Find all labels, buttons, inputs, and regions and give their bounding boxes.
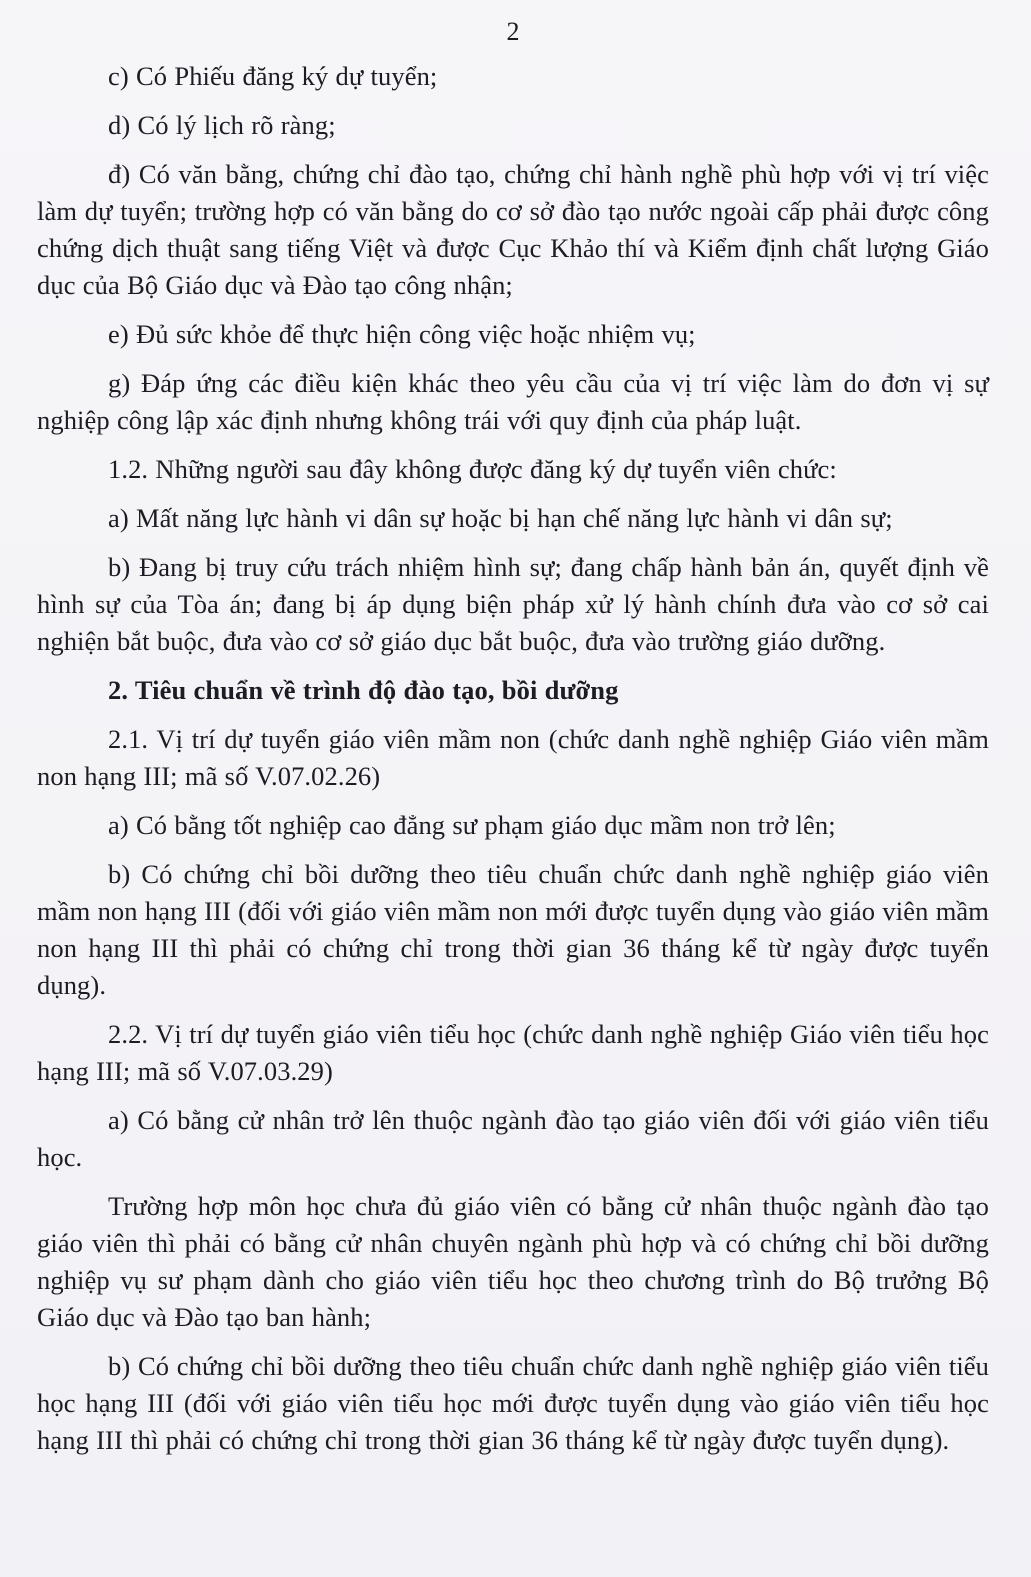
paragraph-item-dd: đ) Có văn bằng, chứng chỉ đào tạo, chứng chỉ hành nghề phù hợp với vị trí việc làm dự tuyển; trường hợp có văn bằng do cơ sở đào tạo nước ngoài cấp phải được công chứng dịch thuật sang tiếng Việt và được Cục Khảo thí và Kiểm định chất lượng Giáo dục của Bộ Giáo dục và Đào tạo công nhận; (37, 159, 989, 300)
paragraph-section-2-2: 2.2. Vị trí dự tuyển giáo viên tiểu học (chức danh nghề nghiệp Giáo viên tiểu học hạng III; mã số V.07.03.29) (37, 1019, 989, 1086)
section-heading-2: 2. Tiêu chuẩn về trình độ đào tạo, bồi dưỡng (108, 675, 619, 705)
paragraph-section-1-2: 1.2. Những người sau đây không được đăng ký dự tuyển viên chức: (108, 454, 837, 484)
paragraph-item-b-1-2: b) Đang bị truy cứu trách nhiệm hình sự; đang chấp hành bản án, quyết định về hình sự của Tòa án; đang bị áp dụng biện pháp xử lý hành chính đưa vào cơ sở cai nghiện bắt buộc, đưa vào cơ sở giáo dục bắt buộc, đưa vào trường giáo dưỡng. (37, 552, 989, 656)
paragraph-item-a-2-1: a) Có bằng tốt nghiệp cao đẳng sư phạm giáo dục mầm non trở lên; (108, 810, 836, 840)
paragraph-item-a-2-2: a) Có bằng cử nhân trở lên thuộc ngành đào tạo giáo viên đối với giáo viên tiểu học. (37, 1105, 989, 1172)
paragraph-item-c: c) Có Phiếu đăng ký dự tuyển; (108, 61, 438, 91)
paragraph-item-a-1-2: a) Mất năng lực hành vi dân sự hoặc bị hạn chế năng lực hành vi dân sự; (108, 503, 893, 533)
paragraph-section-2-1: 2.1. Vị trí dự tuyển giáo viên mầm non (chức danh nghề nghiệp Giáo viên mầm non hạng III; mã số V.07.02.26) (37, 724, 989, 791)
paragraph-item-b-2-1: b) Có chứng chỉ bồi dưỡng theo tiêu chuẩn chức danh nghề nghiệp giáo viên mầm non hạng III (đối với giáo viên mầm non mới được tuyển dụng vào giáo viên mầm non hạng III thì phải có chứng chỉ trong thời gian 36 tháng kể từ ngày được tuyển dụng). (37, 859, 989, 1000)
paragraph-item-d: d) Có lý lịch rõ ràng; (108, 110, 336, 140)
paragraph-item-e: e) Đủ sức khỏe để thực hiện công việc hoặc nhiệm vụ; (108, 319, 696, 349)
paragraph-exception-2-2: Trường hợp môn học chưa đủ giáo viên có bằng cử nhân thuộc ngành đào tạo giáo viên thì phải có bằng cử nhân chuyên ngành phù hợp và có chứng chỉ bồi dưỡng nghiệp vụ sư phạm dành cho giáo viên tiểu học theo chương trình do Bộ trưởng Bộ Giáo dục và Đào tạo ban hành; (37, 1191, 989, 1332)
paragraph-item-g: g) Đáp ứng các điều kiện khác theo yêu cầu của vị trí việc làm do đơn vị sự nghiệp công lập xác định nhưng không trái với quy định của pháp luật. (37, 368, 989, 435)
page-number: 2 (506, 17, 520, 46)
paragraph-item-b-2-2: b) Có chứng chỉ bồi dưỡng theo tiêu chuẩn chức danh nghề nghiệp giáo viên tiểu học hạng III (đối với giáo viên tiểu học mới được tuyển dụng vào giáo viên tiểu học hạng III thì phải có chứng chỉ trong thời gian 36 tháng kể từ ngày được tuyển dụng). (37, 1351, 989, 1455)
